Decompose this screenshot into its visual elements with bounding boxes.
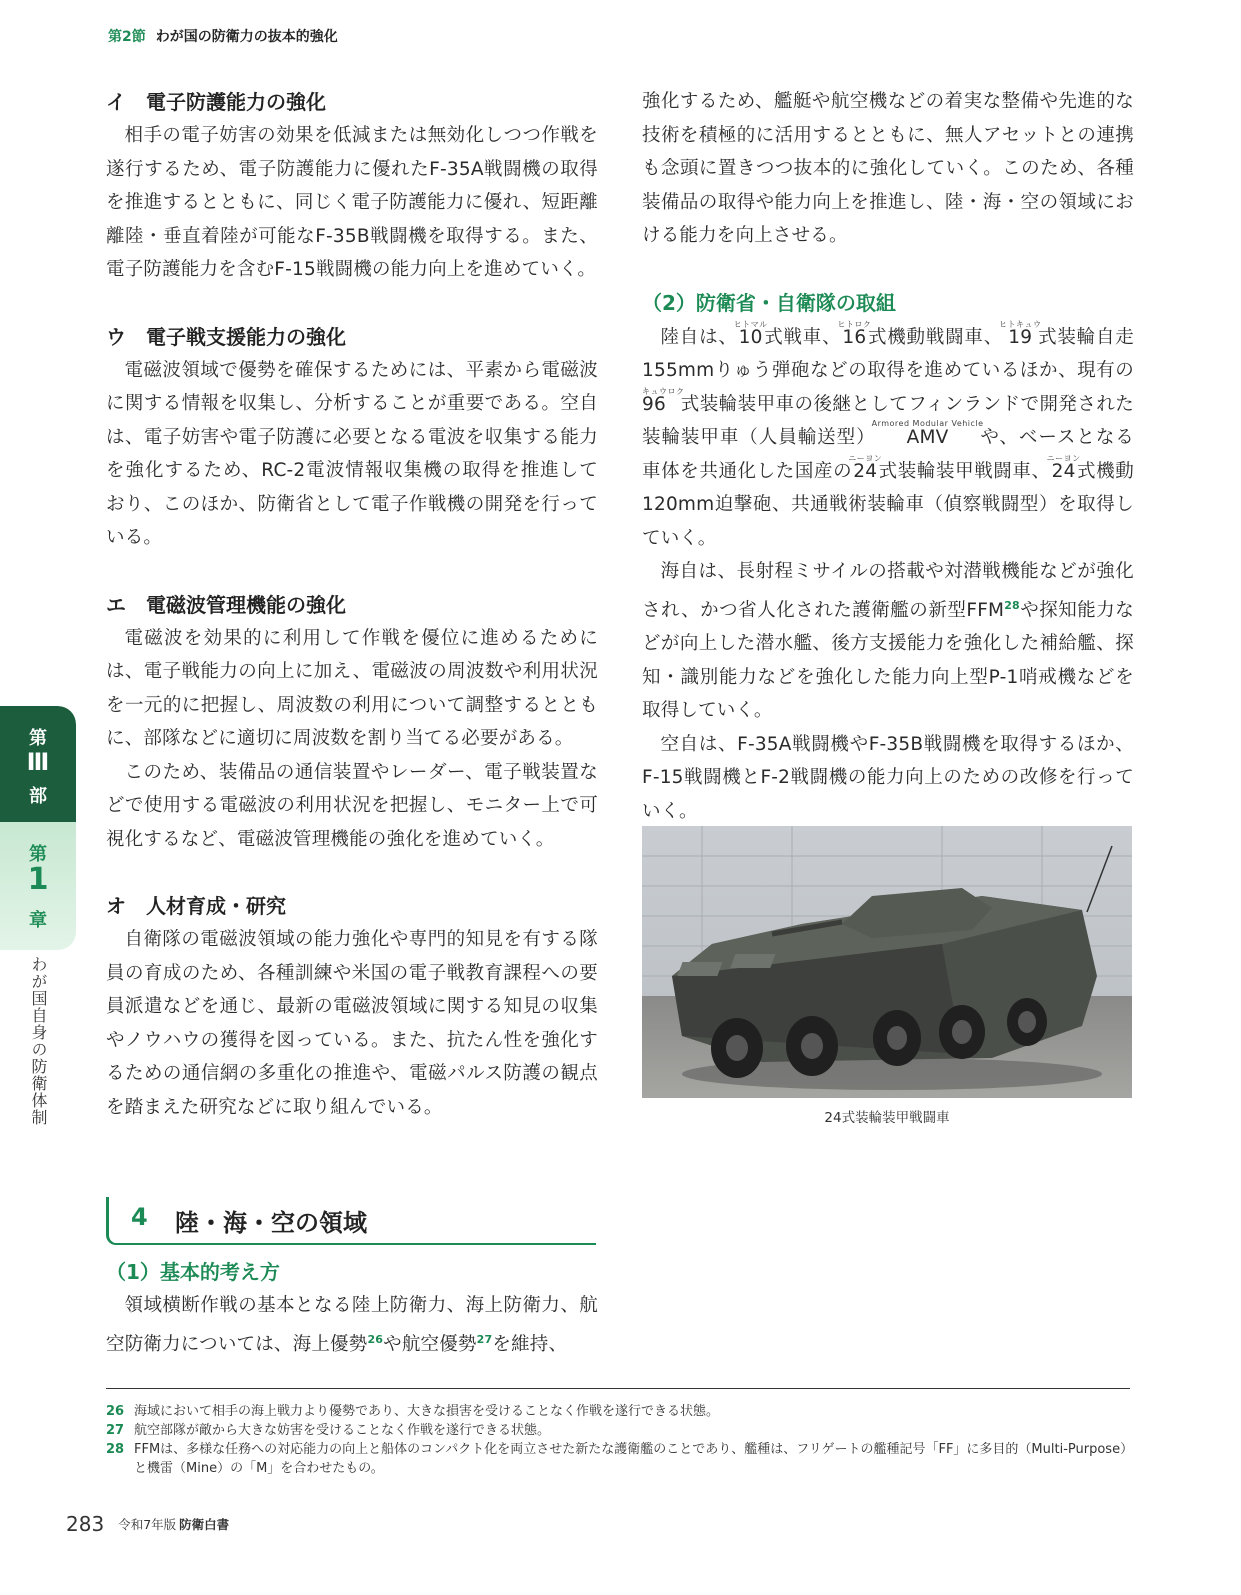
gsdf-text-2: 式戦車、: [763, 326, 842, 348]
paragraph-gsdf: [642, 320, 1134, 556]
part-label-2: Ⅲ: [26, 748, 50, 776]
chapter-tab[interactable]: [0, 822, 76, 950]
footnote-ref-26[interactable]: 26: [367, 1332, 384, 1346]
gsdf-text-6: や、ベースとなる車体を共通化した国産の: [642, 427, 1134, 482]
gsdf-text-3: 式機動戦闘車、: [867, 326, 1003, 348]
gsdf-text-4: 式装輪自走155mmりゅう弾砲などの取得を進めているほか、現有の: [642, 326, 1134, 381]
heading-spectrum-management: エ 電磁波管理機能の強化: [106, 592, 346, 617]
heading-electronic-support: ウ 電子戦支援能力の強化: [106, 324, 346, 349]
paragraph-continued: 強化するため、艦艇や航空機などの着実な整備や先進的な技術を積極的に活用するとともに、無人アセットとの連携も念頭に置きつつ抜本的に強化していく。このため、各種装備品の取得や能力向上を推進し、陸・海・空の領域における能力を向上させる。: [642, 91, 1134, 246]
section-4-heading: [106, 1197, 596, 1245]
ruby-24b: 24ニーヨン: [1046, 453, 1081, 482]
paragraph-basic-concept: [106, 1289, 598, 1361]
photo-caption: 24式装輪装甲戦闘車: [824, 1110, 950, 1126]
edition: 令和7年版: [118, 1517, 177, 1532]
part-tab[interactable]: [0, 706, 76, 822]
basic-concept-text-c: を維持、: [492, 1333, 568, 1355]
section-number: 第2節: [108, 29, 146, 45]
chapter-label-3: 章: [29, 910, 47, 931]
side-tab[interactable]: [0, 706, 76, 950]
gsdf-text-5: 式装輪装甲車の後継としてフィンランドで開発された装輪装甲車（人員輸送型）: [642, 393, 1134, 448]
footnote-26: 26 海域において相手の海上戦力より優勢であり、大きな損害を受けることなく作戦を遂行できる状態。: [106, 1404, 720, 1419]
ruby-24a: 24ニーヨン: [848, 453, 883, 482]
chapter-label-2: 1: [27, 862, 49, 897]
section-4-number: 4: [131, 1203, 148, 1231]
section-title: わが国の防衛力の抜本的強化: [155, 29, 338, 45]
vehicle-photo: [642, 826, 1132, 1098]
ruby-10: 10ヒトマル: [733, 319, 768, 348]
chapter-vertical-title: わが国自身の防衛体制: [29, 956, 48, 1126]
paragraph-human-resources: 自衛隊の電磁波領域の能力強化や専門的知見を有する隊員の育成のため、各種訓練や米国の電子戦教育課程への要員派遣などを通じ、最新の電磁波領域に関する知見の収集やノウハウの獲得を図っている。また、抗たん性を強化するための通信網の多重化の推進や、電磁パルス防護の観点を踏まえた研究などに取り組んでいる。: [106, 929, 598, 1118]
page-footer: [66, 1512, 229, 1536]
heading-mod-sdf-initiatives: （2）防衛省・自衛隊の取組: [642, 290, 896, 315]
section-header: [108, 26, 338, 46]
footnote-27: 27 航空部隊が敵から大きな妨害を受けることなく作戦を遂行できる状態。: [106, 1423, 551, 1438]
gsdf-text-1: 陸自は、: [660, 326, 738, 348]
heading-human-resources: オ 人材育成・研究: [106, 894, 286, 918]
right-column: [642, 85, 1134, 828]
paragraph-electronic-support: 電磁波領域で優勢を確保するためには、平素から電磁波に関する情報を収集し、分析することが重要である。空自は、電子妨害や電子防護に必要となる電波を収集する能力を強化するため、RC-2電波情報収集機の取得を推進しており、このほか、防衛省として電子作戦機の開発を行っている。: [106, 359, 598, 548]
publication-title: 防衛白書: [179, 1517, 230, 1532]
section-4-title: 陸・海・空の領域: [175, 1209, 367, 1237]
gsdf-text-7: 式装輪装甲戦闘車、: [878, 460, 1051, 482]
ruby-19: 19ヒトキュウ: [999, 319, 1042, 348]
msdf-text-2: や探知能力などが向上した潜水艦、後方支援能力を強化した補給艦、探知・識別能力などを強化した能力向上型P-1哨戒機などを取得していく。: [642, 599, 1135, 722]
msdf-text-1: 海自は、長射程ミサイルの搭載や対潜戦機能などが強化され、かつ省人化された護衛艦の新型FFM: [642, 561, 1134, 621]
basic-concept-text-b: や航空優勢: [383, 1333, 477, 1355]
footnote-ref-27[interactable]: 27: [476, 1332, 493, 1346]
ruby-16: 16ヒトロク: [837, 319, 872, 348]
heading-electronic-protection: イ 電子防護能力の強化: [106, 90, 326, 114]
paragraph-spectrum-management-2: このため、装備品の通信装置やレーダー、電子戦装置などで使用する電磁波の利用状況を把握し、モニター上で可視化するなど、電磁波管理機能の強化を進めていく。: [106, 761, 598, 850]
part-label-1: 第: [29, 728, 47, 749]
basic-concept-block: [106, 1255, 598, 1361]
footnote-28: 28 FFMは、多様な任務への対応能力の向上と船体のコンパクト化を両立させた新たな護衛艦のことであり、艦種は、フリゲートの艦種記号「FF」に多目的（Multi-Purpose）と機雷（Mine）の「M」を合わせたもの。: [106, 1442, 1134, 1476]
page-number: 283: [66, 1512, 105, 1536]
gsdf-text-8: 式機動120mm迫撃砲、共通戦術装輪車（偵察戦闘型）を取得していく。: [642, 460, 1134, 549]
footnotes: [106, 1402, 1136, 1478]
ruby-amv: AMVArmored Modular Vehicle: [871, 419, 984, 448]
heading-basic-concept: （1）基本的考え方: [106, 1260, 280, 1284]
left-column: [106, 85, 598, 1124]
paragraph-electronic-protection: 相手の電子妨害の効果を低減または無効化しつつ作戦を遂行するため、電子防護能力に優れたF-35A戦闘機の取得を推進するとともに、同じく電子防護能力に優れ、短距離離陸・垂直着陸が可能なF-35B戦闘機を取得する。また、電子防護能力を含むF-15戦闘機の能力向上を進めていく。: [106, 125, 598, 280]
chapter-label-1: 第: [29, 844, 47, 865]
ruby-96: 96キュウロク: [642, 386, 685, 415]
footnote-divider: [106, 1388, 1130, 1389]
paragraph-asdf: 空自は、F-35A戦闘機やF-35B戦闘機を取得するほか、F-15戦闘機とF-2戦闘機の能力向上のための改修を行っていく。: [642, 733, 1134, 822]
part-label-3: 部: [29, 786, 47, 807]
paragraph-msdf: [642, 555, 1134, 728]
paragraph-spectrum-management-1: 電磁波を効果的に利用して作戦を優位に進めるためには、電子戦能力の向上に加え、電磁波の周波数や利用状況を一元的に把握し、周波数の利用について調整するとともに、部隊などに適切に周波数を割り当てる必要がある。: [106, 627, 598, 749]
footnote-ref-28[interactable]: 28: [1004, 598, 1020, 612]
basic-concept-text-a: 領域横断作戦の基本となる陸上防衛力、海上防衛力、航空防衛力については、海上優勢: [106, 1295, 598, 1355]
